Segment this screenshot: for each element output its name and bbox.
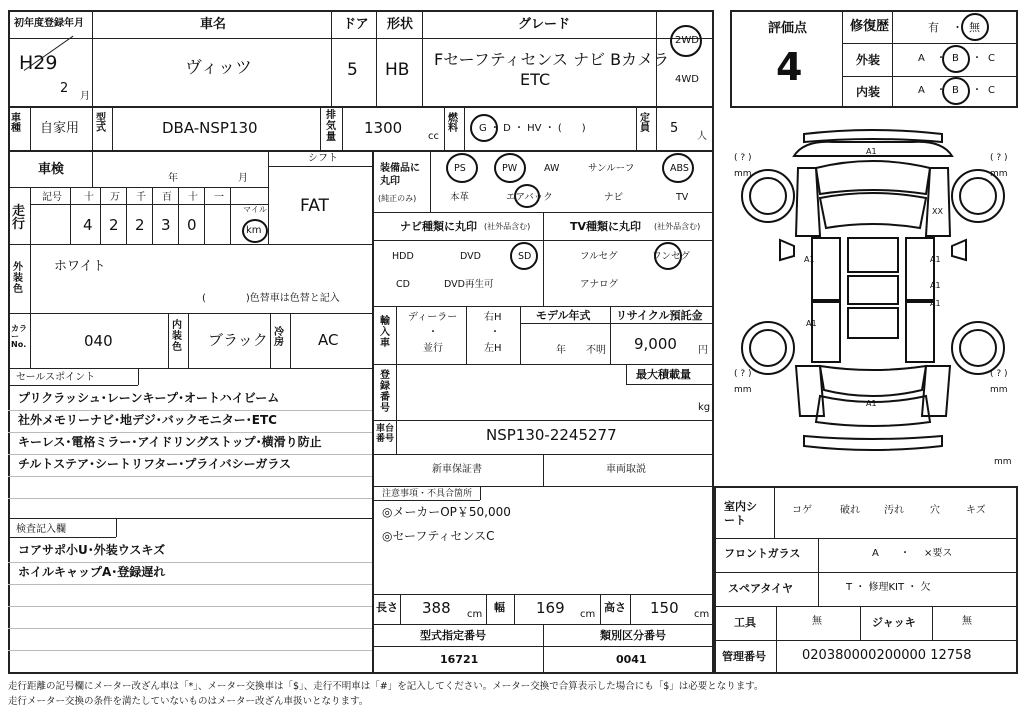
grade-dot: ・	[936, 85, 946, 96]
right-rear-door	[906, 302, 934, 362]
jack-label: ジャッキ	[872, 616, 916, 629]
jack-value: 無	[962, 616, 972, 627]
grade-label: グレード	[518, 17, 571, 32]
navi-type-item: SD	[518, 251, 532, 262]
inspector-rule	[8, 628, 372, 629]
damage-mark: A1	[866, 399, 877, 408]
length-unit: cm	[467, 609, 483, 620]
sales-rule	[8, 432, 372, 433]
grade-b: B	[952, 85, 959, 96]
inspector-line: コアサポ小U･外装ウスキズ	[18, 543, 166, 557]
ac-label: 冷房	[274, 327, 284, 348]
score-value: 4	[776, 45, 803, 89]
shift-value: FAT	[300, 196, 329, 216]
equip-sub: (純正のみ)	[378, 194, 417, 203]
chassis-value: NSP130-2245277	[486, 426, 617, 444]
inspector-rule	[8, 650, 372, 651]
digit-col-divider	[126, 187, 127, 244]
warranty: 新車保証書	[432, 464, 482, 475]
mm-unit: mm	[990, 169, 1008, 179]
cc-unit: cc	[428, 131, 439, 142]
sales-label: セールスポイント	[16, 372, 96, 383]
grade-line2: ETC	[520, 70, 551, 89]
navi-type-item: HDD	[392, 251, 414, 262]
mileage-digit: 2	[109, 216, 119, 234]
use-value: 自家用	[40, 121, 80, 136]
front-bumper	[804, 130, 942, 142]
manage-no: 020380000200000 12758	[802, 648, 972, 663]
inspector-rule	[8, 584, 372, 585]
manage-label: 管理番号	[722, 650, 766, 663]
recycle-label: リサイクル預託金	[616, 309, 703, 322]
left-hand: 左H	[484, 343, 502, 354]
length-value: 388	[422, 599, 451, 617]
width-value: 169	[536, 599, 565, 617]
hood	[816, 161, 930, 194]
damage-mark: A1	[930, 299, 941, 308]
chassis-label: 車台番号	[376, 424, 395, 444]
equip-item: サンルーフ	[588, 163, 635, 174]
damage-mark: A1	[804, 255, 815, 264]
parallel: 並行	[423, 343, 443, 354]
width-label: 幅	[494, 601, 505, 614]
grade-a: A	[918, 53, 925, 64]
sales-point-line: チルトステア･シートリフター･プライバシーガラス	[18, 457, 292, 471]
month-value: 2	[60, 81, 69, 96]
digit-header: 百	[162, 192, 172, 203]
person-unit: 人	[697, 131, 707, 142]
note-line2: ◎セーフティセンスC	[382, 529, 495, 543]
equip-item: AW	[544, 163, 560, 174]
note-line1: ◎メーカーOP￥50,000	[382, 505, 511, 519]
inspector-label: 検査記入欄	[16, 524, 66, 535]
roof-rear	[848, 308, 898, 338]
equip-item: TV	[676, 192, 689, 203]
dent-size-box: ( ? )	[734, 369, 752, 379]
sales-point-line: プリクラッシュ･レーンキープ･オートハイビーム	[18, 391, 280, 405]
inspection-year: 年	[168, 173, 178, 184]
mileage-digit: 3	[161, 216, 171, 234]
era-year: H29	[19, 52, 58, 74]
drive-4wd: 4WD	[675, 74, 699, 85]
left-mirror	[780, 240, 794, 260]
damage-mark: A1	[930, 281, 941, 290]
equip-label: 装備品に丸印	[380, 163, 420, 187]
digit-col-divider	[204, 187, 205, 244]
right-front-fender	[926, 168, 950, 236]
sales-point-line: キーレス･電格ミラー･アイドリングストップ･横滑り防止	[18, 435, 322, 449]
left-front-door	[812, 238, 840, 300]
grade-dot: ・	[972, 53, 982, 64]
right-rear-fender	[922, 366, 950, 416]
seat-item: コゲ	[792, 505, 812, 516]
color-note: ( )色替車は色替と記入	[202, 293, 340, 304]
left-rear-fender	[796, 366, 824, 416]
shift-label: シフト	[308, 153, 338, 164]
sign-col-divider	[70, 187, 71, 244]
fuel-value: G ・ D ・ HV ・ ( )	[479, 123, 586, 134]
model-value: DBA-NSP130	[162, 119, 258, 137]
month-unit: 月	[80, 91, 90, 102]
car-name: ヴィッツ	[185, 58, 252, 78]
tv-type-item: ワンセグ	[652, 251, 691, 262]
class-no-label: 類別区分番号	[600, 629, 666, 642]
inspection-month: 月	[238, 173, 248, 184]
grade-dot: ・	[936, 53, 946, 64]
interior-color: ブラック	[208, 331, 268, 349]
left-front-fender	[796, 168, 820, 236]
right-mirror	[952, 240, 966, 260]
repair-no: 無	[969, 21, 980, 34]
color-value: ホワイト	[54, 259, 106, 274]
doors: 5	[347, 60, 358, 80]
model-year-unknown: 不明	[586, 345, 606, 356]
damage-mark: A1	[866, 147, 877, 156]
height-label: 高さ	[604, 601, 626, 614]
right-hand: 右H	[484, 312, 502, 323]
kg-unit: kg	[698, 402, 711, 413]
height-unit: cm	[694, 609, 710, 620]
navi-type-item: DVD	[460, 251, 481, 262]
mm-unit: mm	[994, 457, 1012, 467]
windshield	[820, 193, 926, 228]
type-no: 16721	[440, 653, 479, 666]
spare-label: スペアタイヤ	[728, 582, 794, 595]
glass-label: フロントガラス	[724, 547, 801, 560]
grade-b: B	[952, 53, 959, 64]
navi-type-label: ナビ種類に丸印	[400, 220, 477, 233]
equip-item: ナビ	[604, 192, 624, 203]
digit-header: 一	[214, 192, 224, 203]
width-unit: cm	[580, 609, 596, 620]
roof-mid	[848, 276, 898, 304]
body-label: 形状	[387, 17, 414, 32]
displacement: 1300	[364, 119, 403, 137]
capacity: 5	[670, 121, 679, 136]
capacity-label: 定員	[640, 113, 650, 134]
repair-dot: ・	[952, 21, 963, 34]
import-dot: ・	[428, 327, 438, 338]
seat-label: 室内シート	[724, 500, 757, 528]
doors-label: ドア	[343, 17, 369, 32]
grade-a: A	[918, 85, 925, 96]
digit-header: 千	[136, 192, 146, 203]
rear-bumper	[804, 436, 942, 450]
equip-item: PW	[502, 163, 518, 174]
disp-label: 排気量	[326, 110, 336, 143]
recycle-value: 9,000	[634, 335, 677, 353]
model-year-unit: 年	[556, 345, 566, 356]
car-diagram	[724, 116, 1024, 480]
seat-item: 汚れ	[884, 505, 904, 516]
sales-rule	[8, 410, 372, 411]
mileage-digit: 0	[187, 216, 197, 234]
class-no: 0041	[616, 653, 647, 666]
mileage-label: 走行	[12, 204, 26, 232]
damage-mark: XX	[932, 207, 943, 216]
grade-c: C	[988, 85, 995, 96]
km-unit: km	[246, 225, 262, 236]
mm-unit: mm	[734, 169, 752, 179]
sales-rule	[8, 498, 372, 499]
digit-col-divider	[230, 187, 231, 244]
use-label: 車種	[11, 113, 21, 134]
footer-line1: 走行距離の記号欄にメーター改ざん車は「*」、メーター交換車は「$」、走行不明車は「#」を記入してください。メーター交換で合算表示した場合にも「$」は必要となります。	[8, 681, 764, 692]
grade-c: C	[988, 53, 995, 64]
type-no-label: 型式指定番号	[420, 629, 486, 642]
tools-value: 無	[812, 616, 822, 627]
digit-header: 十	[188, 192, 198, 203]
color-code: 040	[84, 332, 113, 350]
footer-line2: 走行メーター交換の条件を満たしていないものはメーター改ざん車扱いとなります。	[8, 696, 369, 707]
model-label: 型式	[96, 113, 106, 134]
inspector-rule	[8, 562, 372, 563]
mileage-digit: 4	[83, 216, 93, 234]
tv-type-item: フルセグ	[580, 251, 618, 262]
glass-a: A	[872, 548, 879, 559]
equip-item: 本革	[450, 192, 470, 203]
glass-x: ×要ス	[924, 548, 953, 559]
color-label: 外装色	[13, 262, 23, 295]
sales-rule	[8, 454, 372, 455]
navi-type-sub: (社外品含む)	[484, 222, 531, 231]
reg-year-label: 初年度登録年月	[14, 18, 84, 29]
equip-item: PS	[454, 163, 466, 174]
notes-label: 注意事項・不具合箇所	[382, 489, 473, 499]
navi-type-item: DVD再生可	[444, 279, 494, 290]
damage-mark: A1	[806, 319, 817, 328]
length-label: 長さ	[376, 601, 398, 614]
hand-dot: ・	[490, 327, 500, 338]
left-rear-door	[812, 302, 840, 362]
inspection-label: 車検	[38, 162, 65, 177]
dent-size-box: ( ? )	[734, 153, 752, 163]
body-type: HB	[385, 60, 410, 80]
mileage-digit: 2	[135, 216, 145, 234]
model-year-label: モデル年式	[536, 309, 591, 322]
exterior-label: 外装	[856, 53, 881, 67]
tv-type-sub: (社外品含む)	[654, 222, 701, 231]
spare-value: T ・ 修理KIT ・ 欠	[846, 582, 931, 593]
digit-header: 万	[110, 192, 120, 203]
dealer: ディーラー	[408, 312, 458, 323]
right-front-door	[906, 238, 934, 300]
ac-value: AC	[318, 331, 339, 349]
digit-col-divider	[100, 187, 101, 244]
digit-col-divider	[152, 187, 153, 244]
reg-number-label: 登録番号	[380, 370, 390, 414]
rear-glass	[820, 366, 926, 396]
equip-item: エアバック	[506, 192, 553, 203]
navi-type-item: CD	[396, 279, 410, 290]
damage-mark: A1	[930, 255, 941, 264]
tools-label: 工具	[734, 616, 756, 629]
inspector-rule	[8, 606, 372, 607]
import-label: 輸入車	[380, 316, 390, 349]
grade-dot: ・	[972, 85, 982, 96]
seat-item: キズ	[966, 505, 986, 516]
sign-label: 記号	[42, 192, 62, 203]
inspector-line: ホイルキャップA･登録遅れ	[18, 565, 166, 579]
grade-line1: Fセーフティセンス ナビ Bカメラ	[434, 50, 670, 69]
equip-item: ABS	[670, 163, 689, 174]
yen-unit: 円	[698, 345, 708, 356]
fuel-label: 燃料	[448, 113, 458, 134]
roof-front	[848, 238, 898, 272]
color-code-label: カラーNo.	[11, 324, 27, 349]
mm-unit: mm	[734, 385, 752, 395]
score-label: 評価点	[768, 21, 808, 36]
repair-yes: 有	[928, 21, 939, 34]
digit-header: 十	[84, 192, 94, 203]
glass-dot: ・	[900, 548, 910, 559]
digit-col-divider	[178, 187, 179, 244]
height-value: 150	[650, 599, 679, 617]
repair-label: 修復歴	[850, 19, 890, 34]
seat-item: 破れ	[840, 505, 860, 516]
dent-size-box: ( ? )	[990, 153, 1008, 163]
sales-point-line: 社外メモリーナビ･地デジ･バックモニター･ETC	[18, 413, 277, 427]
interior-label: 内装色	[172, 320, 182, 353]
mile-label: マイル	[243, 205, 267, 214]
dent-size-box: ( ? )	[990, 369, 1008, 379]
tv-type-label: TV種類に丸印	[570, 220, 642, 233]
car-name-label: 車名	[200, 17, 227, 32]
max-load-label: 最大積載量	[636, 368, 691, 381]
drive-2wd: 2WD	[675, 35, 699, 46]
sales-rule	[8, 476, 372, 477]
mm-unit: mm	[990, 385, 1008, 395]
manual: 車両取説	[606, 464, 646, 475]
interior-grade-label: 内装	[856, 85, 881, 99]
seat-item: 穴	[930, 505, 940, 516]
tv-type-item: アナログ	[580, 279, 619, 290]
